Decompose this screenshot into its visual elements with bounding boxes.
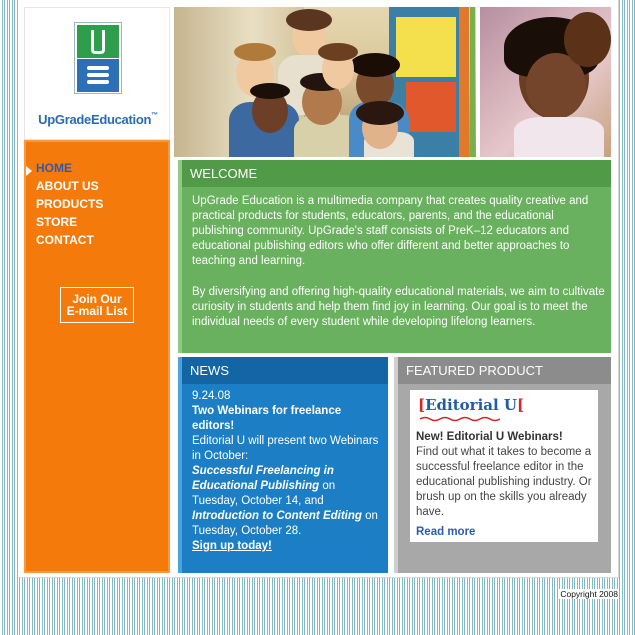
news-intro: Editorial U will present two Webinars in October: — [192, 435, 379, 462]
nav-contact[interactable]: CONTACT — [36, 233, 94, 247]
news-webinar-1-date: on Tuesday, October 14, and — [192, 480, 336, 507]
sign-up-link[interactable]: Sign up today! — [192, 540, 272, 552]
logo-wordmark: UpGradeEducation™ — [38, 112, 158, 127]
read-more-link[interactable]: Read more — [416, 526, 476, 538]
news-panel — [178, 357, 388, 573]
nav-products[interactable]: PRODUCTS — [36, 197, 104, 211]
editorial-u-wave-icon — [420, 416, 500, 422]
news-body — [192, 389, 384, 554]
featured-description — [416, 430, 596, 520]
logo-mark-icon — [74, 22, 122, 94]
featured-body-text: Find out what it takes to become a successful freelance editor in the educational publishing industry. Or brush up on the skills you already have. — [416, 446, 592, 518]
join-email-list-button[interactable] — [60, 287, 134, 323]
news-title: NEWS — [190, 363, 229, 378]
logo[interactable] — [24, 7, 170, 140]
news-webinar-2-title: Introduction to Content Editing — [192, 510, 362, 522]
nav-about-us[interactable]: ABOUT US — [36, 179, 99, 193]
featured-headline: New! Editorial U Webinars! — [416, 431, 563, 443]
welcome-header — [182, 160, 611, 187]
header-photo — [174, 7, 611, 157]
welcome-paragraph-1: UpGrade Education is a multimedia company that creates quality creative and practical products for students, educators, parents, and the educational publishing community. UpGrade's staff consists of PreK–12 educators and educational publishing editors who offer different and better approaches to teaching and learning. — [192, 195, 589, 267]
news-webinar-1-title: Successful Freelancing in Educational Publishing — [192, 465, 334, 492]
news-headline: Two Webinars for freelance editors! — [192, 405, 342, 432]
nav-store[interactable]: STORE — [36, 215, 78, 229]
featured-title: FEATURED PRODUCT — [406, 363, 543, 378]
news-header — [182, 357, 388, 384]
copyright: Copyright 2008 — [560, 589, 618, 599]
join-line-1: Join Our — [72, 292, 122, 306]
news-webinar-2-date: on Tuesday, October 28. — [192, 510, 378, 537]
sidebar-nav — [24, 140, 170, 573]
featured-card — [410, 390, 598, 542]
news-date: 9.24.08 — [192, 390, 231, 402]
featured-header — [398, 357, 611, 384]
site-container — [24, 7, 611, 573]
welcome-title: WELCOME — [190, 166, 258, 181]
nav-home[interactable]: HOME — [36, 161, 72, 175]
welcome-panel — [178, 160, 611, 353]
editorial-u-logo[interactable]: [Editorial U[ — [418, 396, 525, 414]
join-line-2: E-mail List — [66, 304, 128, 318]
nav-active-arrow-icon — [26, 166, 32, 176]
welcome-paragraph-2: By diversifying and offering high-quality educational materials, we aim to cultivate curiosity in students and help them find joy in learning. Our goal is to meet the individual needs of every student while developing lifelong learners. — [192, 286, 605, 328]
featured-product-panel — [394, 357, 611, 573]
